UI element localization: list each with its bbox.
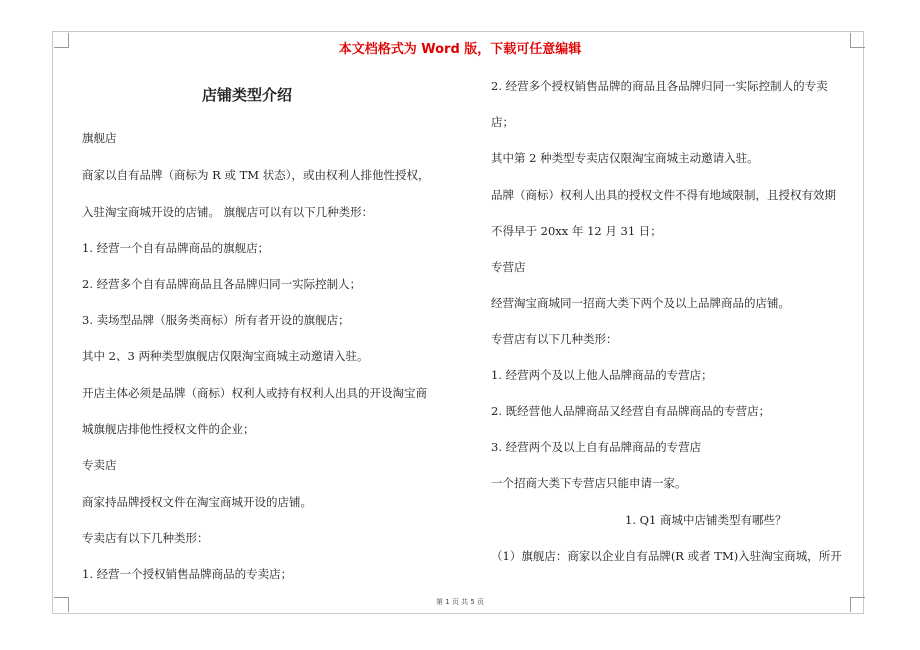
paragraph-line: 1. 经营一个授权销售品牌商品的专卖店；	[82, 567, 293, 581]
paragraph-line: 不得早于 20xx 年 12 月 31 日；	[491, 224, 662, 238]
paragraph-line: 店；	[491, 115, 514, 129]
paragraph-line: 商家以自有品牌（商标为 R 或 TM 状态），或由权利人排他性授权，	[82, 168, 430, 182]
paragraph-line: （1）旗舰店：商家以企业自有品牌(R 或者 TM)入驻淘宝商城，所开	[491, 549, 842, 563]
paragraph-line: 2. 经营多个自有品牌商品且各品牌归同一实际控制人；	[82, 277, 362, 291]
paragraph-line: 专营店有以下几种类形：	[491, 332, 618, 346]
faq-heading: 1. Q1 商城中店铺类型有哪些？	[625, 513, 787, 527]
paragraph-line: 入驻淘宝商城开设的店铺。 旗舰店可以有以下几种类形：	[82, 205, 374, 219]
paragraph-line: 经营淘宝商城同一招商大类下两个及以上品牌商品的店铺。	[491, 296, 790, 310]
paragraph-line: 2. 既经营他人品牌商品又经营自有品牌商品的专营店；	[491, 404, 771, 418]
paragraph-line: 1. 经营一个自有品牌商品的旗舰店；	[82, 241, 270, 255]
paragraph-line: 商家持品牌授权文件在淘宝商城开设的店铺。	[82, 495, 312, 509]
paragraph-line: 专卖店有以下几种类形：	[82, 531, 209, 545]
paragraph-line: 一个招商大类下专营店只能申请一家。	[491, 476, 687, 490]
paragraph-line: 品牌（商标）权利人出具的授权文件不得有地域限制，且授权有效期	[491, 188, 836, 202]
paragraph-line: 专卖店	[82, 458, 117, 472]
paragraph-line: 2. 经营多个授权销售品牌的商品且各品牌归同一实际控制人的专卖	[491, 79, 828, 93]
paragraph-line: 3. 经营两个及以上自有品牌商品的专营店	[491, 440, 702, 454]
paragraph-line: 旗舰店	[82, 131, 117, 145]
page-number: 第 1 页 共 5 页	[435, 598, 485, 606]
paragraph-line: 专营店	[491, 260, 526, 274]
document-title: 店铺类型介绍	[202, 86, 293, 104]
word-format-notice: 本文档格式为 Word 版，下载可任意编辑	[338, 42, 582, 57]
paragraph-line: 其中 2、3 两种类型旗舰店仅限淘宝商城主动邀请入驻。	[82, 349, 369, 363]
paragraph-line: 其中第 2 种类型专卖店仅限淘宝商城主动邀请入驻。	[491, 151, 759, 165]
paragraph-line: 开店主体必须是品牌（商标）权利人或持有权利人出具的开设淘宝商	[82, 386, 427, 400]
paragraph-line: 城旗舰店排他性授权文件的企业；	[82, 422, 255, 436]
paragraph-line: 1. 经营两个及以上他人品牌商品的专营店；	[491, 368, 713, 382]
paragraph-line: 3. 卖场型品牌（服务类商标）所有者开设的旗舰店；	[82, 313, 350, 327]
